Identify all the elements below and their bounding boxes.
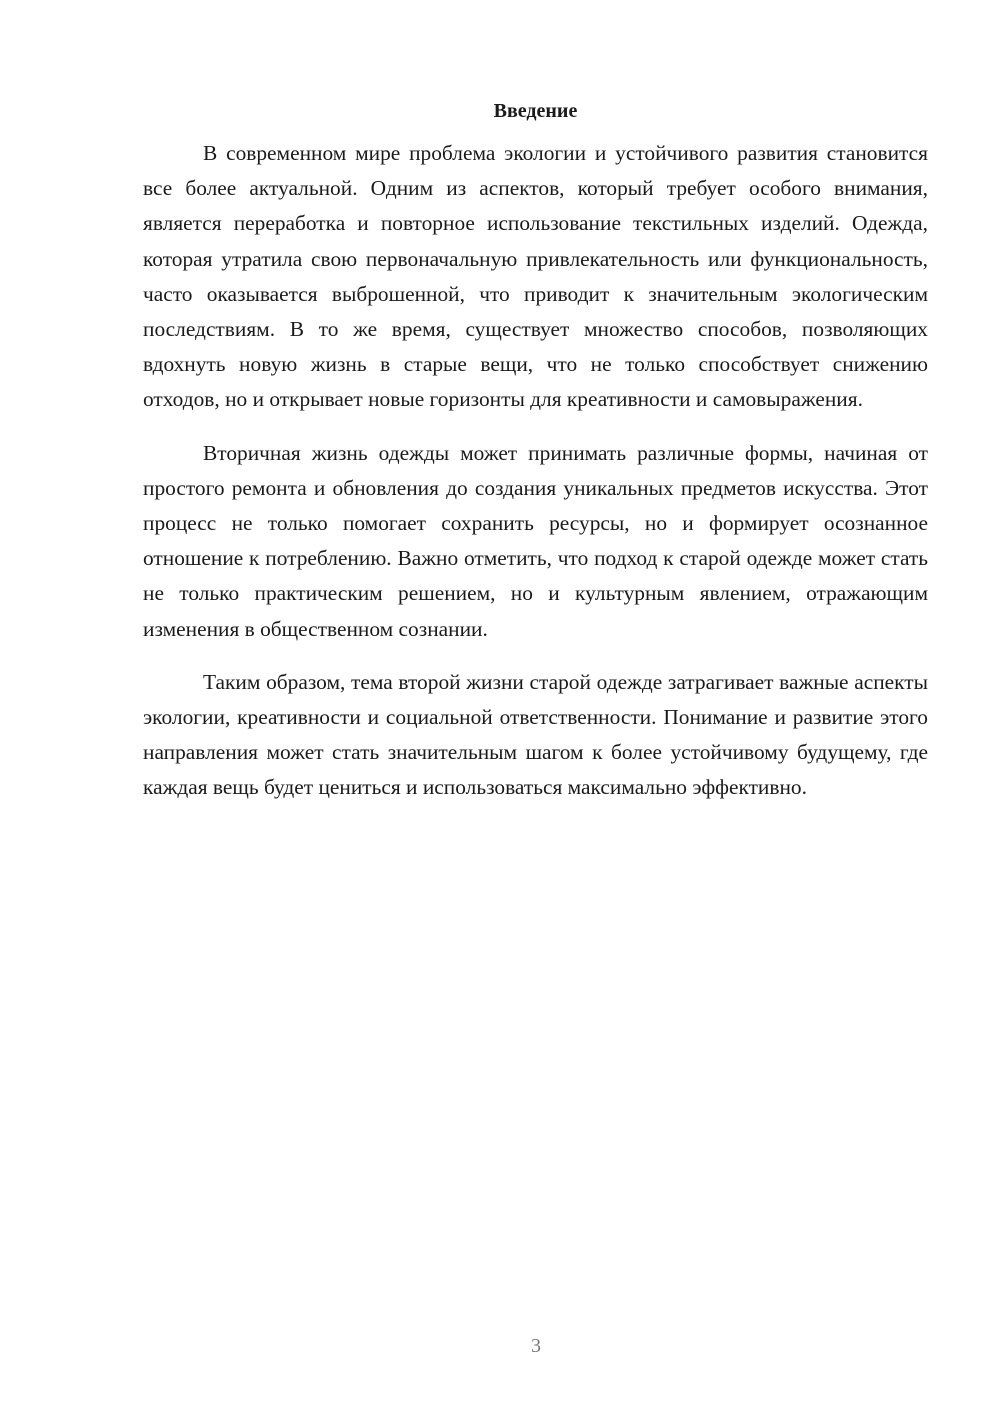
paragraph-conclusion: Таким образом, тема второй жизни старой одежде затрагивает важные аспекты экологии, креативности и социальной ответственности. Понимание и развитие этого направления может стать значительным шагом к более устойчивому будущему, где каждая вещь будет цениться и использоваться максимально эффективно.: [143, 669, 928, 800]
section-heading: Введение: [493, 100, 578, 122]
paragraph-intro: В современном мире проблема экологии и устойчивого развития становится все более актуальной. Одним из аспектов, который требует особого внимания, является переработка и повторное использование текстильных изделий. Одежда, которая утратила свою первоначальную привлекательность или функциональность, часто оказывается выброшенной, что приводит к значительным экологическим последствиям. В то же время, существует множество способов, позволяющих вдохнуть новую жизнь в старые вещи, что не только способствует снижению отходов, но и открывает новые горизонты для креативности и самовыражения.: [143, 141, 928, 412]
page-number: 3: [531, 1335, 541, 1357]
page-content: [143, 96, 928, 824]
paragraph-second-life-forms: Вторичная жизнь одежды может принимать различные формы, начиная от простого ремонта и обновления до создания уникальных предметов искусства. Этот процесс не только помогает сохранить ресурсы, но и формирует осознанное отношение к потреблению. Важно отметить, что подход к старой одежде может стать не только практическим решением, но и культурным явлением, отражающим изменения в общественном сознании.: [143, 440, 928, 641]
